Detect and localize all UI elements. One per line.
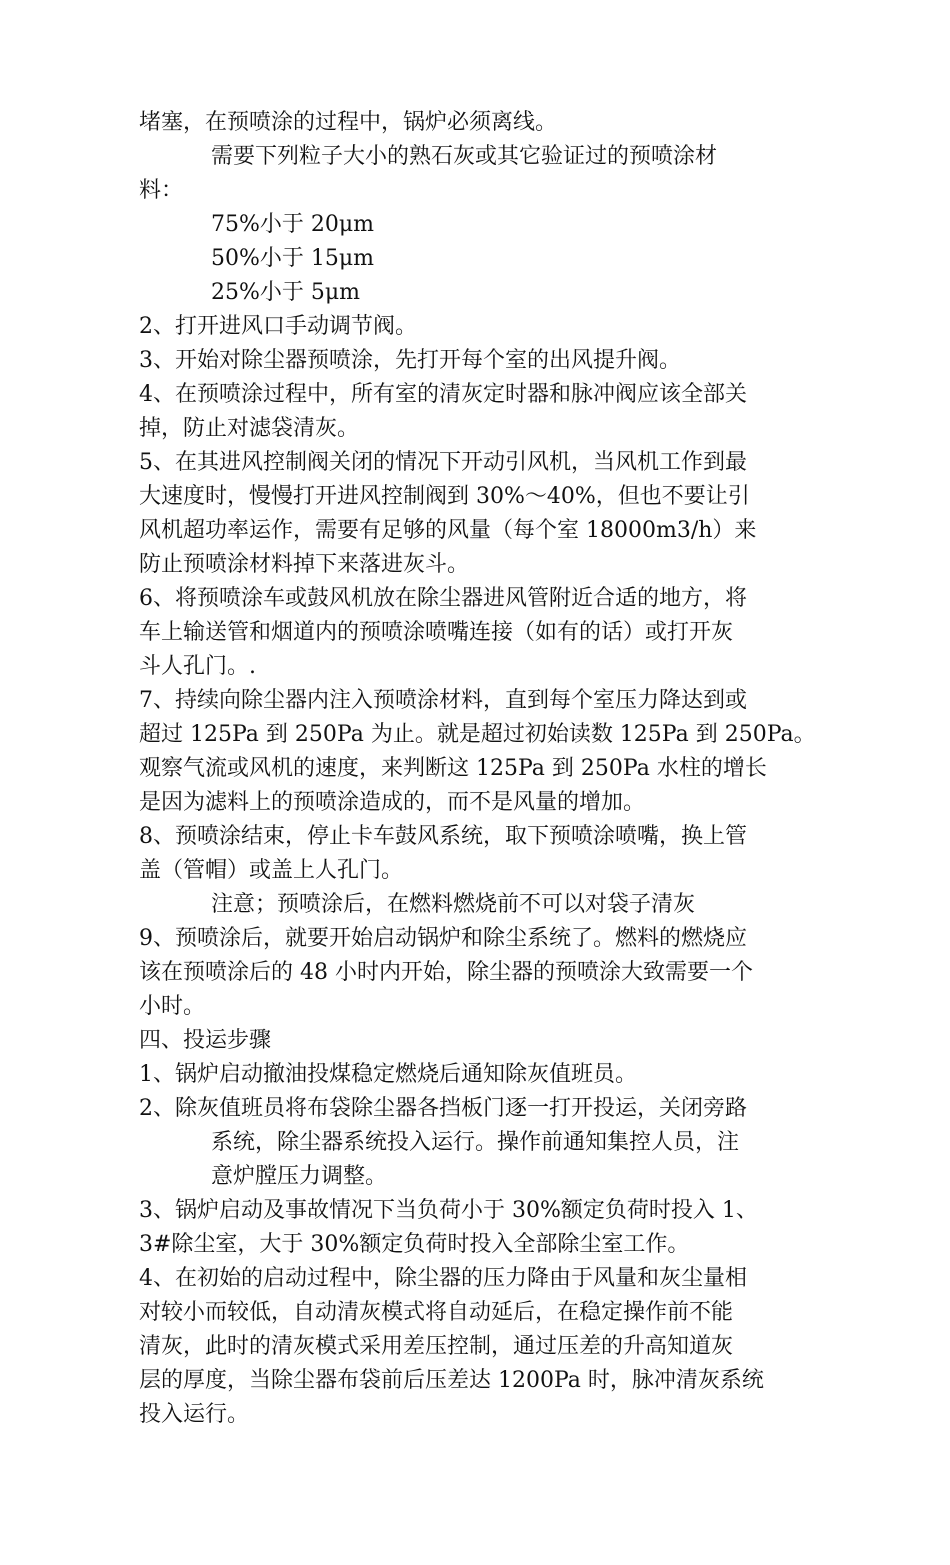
text-line: 3、锅炉启动及事故情况下当负荷小于 30%额定负荷时投入 1、 [139, 1198, 758, 1223]
document-body [139, 106, 815, 1432]
text-line: 8、预喷涂结束，停止卡车鼓风系统，取下预喷涂喷嘴，换上管 [139, 824, 747, 849]
text-line: 意炉膛压力调整。 [211, 1164, 388, 1189]
text-line: 25%小于 5μm [211, 280, 361, 305]
text-line: 7、持续向除尘器内注入预喷涂材料，直到每个室压力降达到或 [139, 688, 747, 713]
text-line: 大速度时，慢慢打开进风控制阀到 30%～40%，但也不要让引 [139, 484, 750, 509]
text-line: 小时。 [139, 994, 206, 1019]
text-line: 75%小于 20μm [211, 212, 375, 237]
text-line: 需要下列粒子大小的熟石灰或其它验证过的预喷涂材 [211, 144, 718, 169]
text-line: 5、在其进风控制阀关闭的情况下开动引风机，当风机工作到最 [139, 450, 747, 475]
text-line: 堵塞，在预喷涂的过程中，锅炉必须离线。 [139, 110, 558, 135]
text-line: 9、预喷涂后，就要开始启动锅炉和除尘系统了。燃料的燃烧应 [139, 926, 747, 951]
text-line: 投入运行。 [139, 1402, 250, 1427]
text-line: 层的厚度，当除尘器布袋前后压差达 1200Pa 时，脉冲清灰系统 [139, 1368, 764, 1393]
text-line: 4、在预喷涂过程中，所有室的清灰定时器和脉冲阀应该全部关 [139, 382, 747, 407]
text-line: 车上输送管和烟道内的预喷涂喷嘴连接（如有的话）或打开灰 [139, 620, 734, 645]
text-line: 50%小于 15μm [211, 246, 375, 271]
text-line: 3、开始对除尘器预喷涂，先打开每个室的出风提升阀。 [139, 348, 681, 373]
text-line: 3#除尘室，大于 30%额定负荷时投入全部除尘室工作。 [139, 1232, 690, 1257]
text-line: 斗人孔门。. [139, 654, 256, 679]
text-line: 系统，除尘器系统投入运行。操作前通知集控人员，注 [211, 1130, 740, 1155]
text-line: 是因为滤料上的预喷涂造成的，而不是风量的增加。 [139, 790, 646, 815]
text-line: 盖（管帽）或盖上人孔门。 [139, 858, 404, 883]
text-line: 6、将预喷涂车或鼓风机放在除尘器进风管附近合适的地方，将 [139, 586, 747, 611]
text-line: 防止预喷涂材料掉下来落进灰斗。 [139, 552, 470, 577]
text-line: 风机超功率运作，需要有足够的风量（每个室 18000m3/h）来 [139, 518, 757, 543]
text-line: 该在预喷涂后的 48 小时内开始，除尘器的预喷涂大致需要一个 [139, 960, 753, 985]
text-line: 注意；预喷涂后，在燃料燃烧前不可以对袋子清灰 [211, 892, 696, 917]
text-line: 4、在初始的启动过程中，除尘器的压力降由于风量和灰尘量相 [139, 1266, 747, 1291]
text-line: 2、除灰值班员将布袋除尘器各挡板门逐一打开投运，关闭旁路 [139, 1096, 747, 1121]
text-line: 超过 125Pa 到 250Pa 为止。就是超过初始读数 125Pa 到 250Pa。 [139, 722, 816, 747]
text-line: 1、锅炉启动撤油投煤稳定燃烧后通知除灰值班员。 [139, 1062, 637, 1087]
text-line: 2、打开进风口手动调节阀。 [139, 314, 417, 339]
text-line: 清灰，此时的清灰模式采用差压控制，通过压差的升高知道灰 [139, 1334, 734, 1359]
text-line: 观察气流或风机的速度，来判断这 125Pa 到 250Pa 水柱的增长 [139, 756, 767, 781]
text-line: 四、投运步骤 [139, 1028, 272, 1053]
text-line: 料： [139, 178, 184, 203]
text-line: 掉，防止对滤袋清灰。 [139, 416, 360, 441]
text-line: 对较小而较低，自动清灰模式将自动延后，在稳定操作前不能 [139, 1300, 734, 1325]
